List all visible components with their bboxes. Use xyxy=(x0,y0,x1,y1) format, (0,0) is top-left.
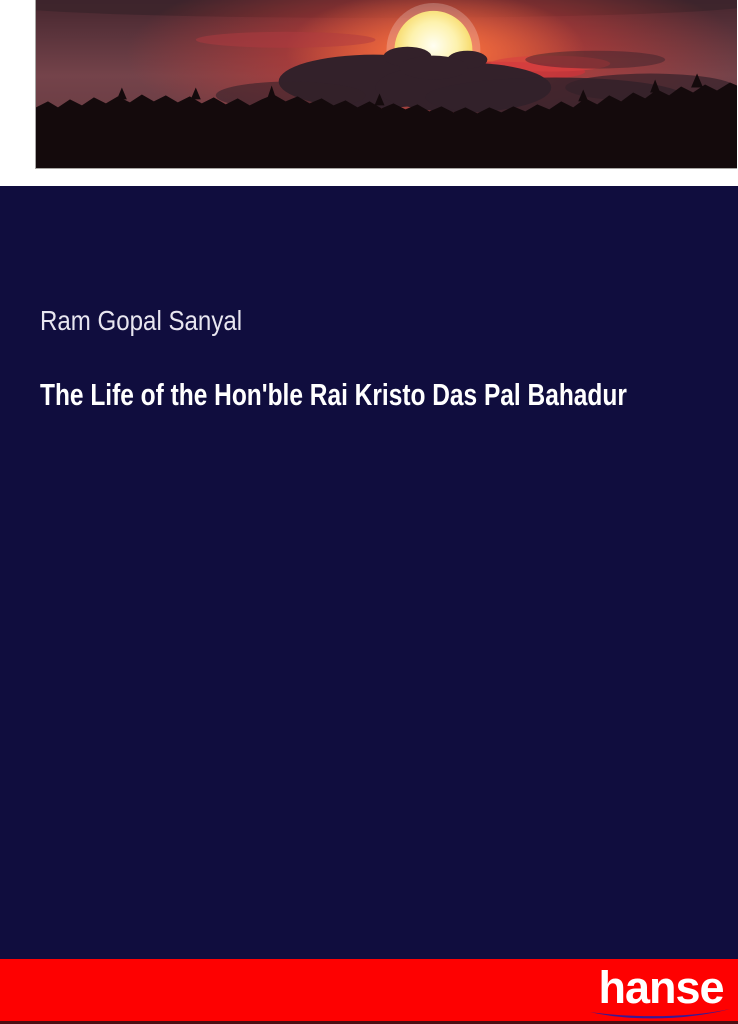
sunset-photo-illustration xyxy=(36,0,737,168)
cover-body-panel xyxy=(0,186,738,959)
book-title: The Life of the Hon'ble Rai Kristo Das Pal Bahadur xyxy=(40,377,627,412)
cover-photo-sunset xyxy=(35,0,737,169)
logo-underline-swoosh-icon xyxy=(586,1006,734,1022)
publisher-logo-text: hanse xyxy=(598,962,724,1013)
author-name: Ram Gopal Sanyal xyxy=(40,305,243,336)
publisher-logo-hanse xyxy=(590,962,732,1015)
